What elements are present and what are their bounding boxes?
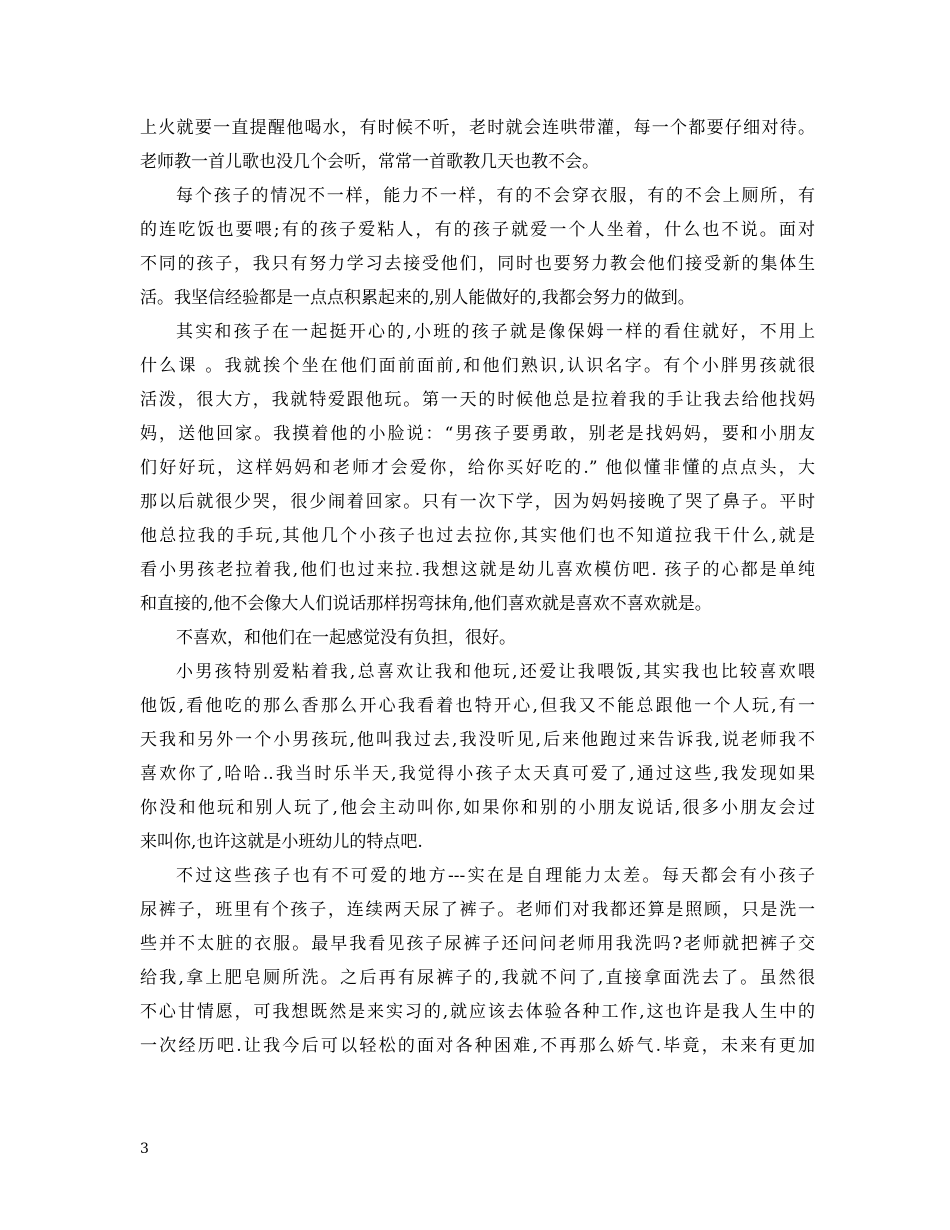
text-line: 妈，送他回家。我摸着他的小脸说：“男孩子要勇敢，别老是找妈妈，要和小朋友 (140, 424, 815, 444)
text-line: 尿裤子，班里有个孩子，连续两天尿了裤子。老师们对我都还算是照顾，只是洗一 (140, 900, 815, 920)
body-text (140, 111, 815, 1063)
text-line: 喜欢你了,哈哈..我当时乐半天,我觉得小孩子太天真可爱了,通过这些,我发现如果 (140, 764, 815, 784)
text-line: 他总拉我的手玩,其他几个小孩子也过去拉你,其实他们也不知道拉我干什么,就是 (140, 526, 815, 546)
text-line: 每个孩子的情况不一样，能力不一样，有的不会穿衣服，有的不会上厕所，有 (176, 186, 815, 206)
page-number: 3 (140, 1141, 149, 1157)
text-line: 看小男孩老拉着我,他们也过来拉.我想这就是幼儿喜欢模仿吧. 孩子的心都是单纯 (140, 560, 815, 580)
text-line: 些并不太脏的衣服。最早我看见孩子尿裤子还问问老师用我洗吗?老师就把裤子交 (140, 934, 815, 954)
text-line: 的连吃饭也要喂;有的孩子爱粘人，有的孩子就爱一个人坐着，什么也不说。面对 (140, 220, 815, 240)
text-line: 不喜欢，和他们在一起感觉没有负担，很好。 (176, 628, 516, 648)
text-line: 他饭,看他吃的那么香那么开心我看着也特开心,但我又不能总跟他一个人玩,有一 (140, 696, 815, 716)
text-line: 其实和孩子在一起挺开心的,小班的孩子就是像保姆一样的看住就好，不用上 (176, 322, 815, 342)
text-line: 上火就要一直提醒他喝水，有时候不听，老时就会连哄带灌，每一个都要仔细对待。 (140, 118, 815, 138)
text-line: 给我,拿上肥皂厕所洗。之后再有尿裤子的,我就不问了,直接拿面洗去了。虽然很 (140, 968, 815, 988)
text-line: 小男孩特别爱粘着我,总喜欢让我和他玩,还爱让我喂饭,其实我也比较喜欢喂 (176, 662, 815, 682)
text-line: 不心甘情愿，可我想既然是来实习的,就应该去体验各种工作,这也许是我人生中的 (140, 1002, 815, 1022)
text-line: 你没和他玩和别人玩了,他会主动叫你,如果你和别的小朋友说话,很多小朋友会过 (140, 798, 815, 818)
text-line: 天我和另外一个小男孩玩,他叫我过去,我没听见,后来他跑过来告诉我,说老师我不 (140, 730, 815, 750)
text-line: 什么课 。我就挨个坐在他们面前面前,和他们熟识,认识名字。有个小胖男孩就很 (140, 356, 815, 376)
text-line: 不同的孩子，我只有努力学习去接受他们，同时也要努力教会他们接受新的集体生 (140, 254, 815, 274)
text-line: 们好好玩，这样妈妈和老师才会爱你，给你买好吃的.” 他似懂非懂的点点头，大 (140, 458, 815, 478)
text-line: 那以后就很少哭，很少闹着回家。只有一次下学，因为妈妈接晚了哭了鼻子。平时 (140, 492, 815, 512)
text-line: 活泼，很大方，我就特爱跟他玩。第一天的时候他总是拉着我的手让我去给他找妈 (140, 390, 815, 410)
text-line: 老师教一首儿歌也没几个会听，常常一首歌教几天也教不会。 (140, 152, 599, 172)
text-line: 来叫你,也许这就是小班幼儿的特点吧. (140, 832, 423, 852)
text-line: 不过这些孩子也有不可爱的地方---实在是自理能力太差。每天都会有小孩子 (176, 866, 815, 886)
text-line: 一次经历吧.让我今后可以轻松的面对各种困难,不再那么娇气.毕竟，未来有更加 (140, 1036, 815, 1056)
text-line: 活。我坚信经验都是一点点积累起来的,别人能做好的,我都会努力的做到。 (140, 288, 695, 308)
text-line: 和直接的,他不会像大人们说话那样拐弯抹角,他们喜欢就是喜欢不喜欢就是。 (140, 594, 712, 614)
